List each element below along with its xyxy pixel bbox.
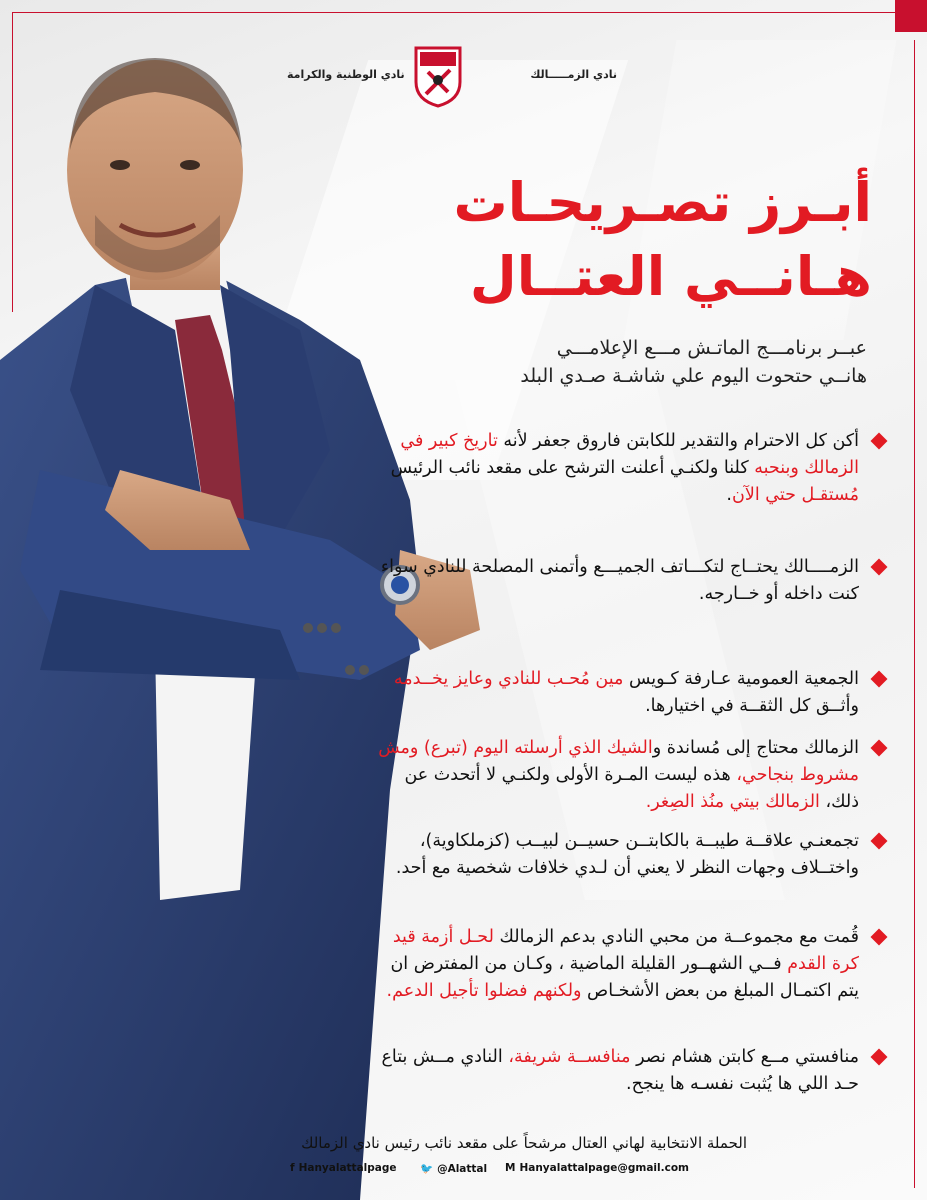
zamalek-crest-icon xyxy=(412,46,464,108)
highlight-text: منافســة شريفة، xyxy=(508,1047,631,1067)
sleeve-button xyxy=(303,623,313,633)
club-motto: نادي الوطنية والكرامة xyxy=(287,68,405,81)
statement-text: أكن كل الاحترام والتقدير للكابتن فاروق جعفر لأنه xyxy=(497,431,859,451)
twitter-link[interactable] xyxy=(420,1162,487,1175)
bullet-diamond-icon xyxy=(871,1049,888,1066)
statement-item xyxy=(367,554,887,608)
twitter-icon: 🐦 xyxy=(420,1163,434,1175)
statement-item xyxy=(367,924,887,1005)
statement-item xyxy=(367,1044,887,1098)
bullet-diamond-icon xyxy=(871,833,888,850)
campaign-footer: الحملة الانتخابية لهاني العتال مرشحاً على مقعد نائب رئيس نادي الزمالك xyxy=(301,1134,747,1152)
facebook-handle: Hanyalattalpage xyxy=(298,1162,397,1174)
statement-text: هذه ليست المـرة الأولى ولكنـي لا أتحدث عن ذلك، xyxy=(404,765,859,812)
red-corner-square xyxy=(895,0,927,32)
statement-item xyxy=(367,428,887,509)
highlight-text: مين مُحـب للنادي وعايز يخــدمه xyxy=(393,669,624,689)
statement-text: فــي الشهــور القليلة الماضية ، وكـان من المفترض ان يتم اكتمـال المبلغ من بعض الأشخـاص xyxy=(390,954,859,1001)
sleeve-button xyxy=(345,665,355,675)
highlight-text: لحـل أزمة قيد كرة القدم xyxy=(392,927,859,974)
facebook-icon: f xyxy=(290,1162,295,1174)
statement-text: قُمت مع مجموعــة من محبي النادي بدعم الزمالك xyxy=(493,927,859,947)
statement-text: الزمالك محتاج إلى مُساندة و xyxy=(652,738,859,758)
facebook-link[interactable] xyxy=(290,1162,397,1174)
highlight-text: ولكنهم فضلوا تأجيل الدعم. xyxy=(386,981,582,1001)
bullet-diamond-icon xyxy=(871,559,888,576)
highlight-text: الشيك الذي أرسلته اليوم (تبرع) ومش مشروط بنجاحي، xyxy=(378,738,859,785)
header-logos xyxy=(287,46,617,108)
subtitle-line-1: عبــر برنامـــج الماتـش مـــع الإعلامـــي xyxy=(556,337,867,359)
social-links xyxy=(290,1162,810,1182)
main-title-line-1: أبـرز تصـريحـات xyxy=(453,171,872,234)
statement-text: الزمــــالك يحتــاج لتكـــاتف الجميـــع وأتمنى المصلحة للنادي سواء كنت داخله أو خــارجه. xyxy=(380,557,859,604)
statement-text: تجمعنـي علاقــة طيبــة بالكابتــن حسيــن لبيــب (كزملكاوية)، واختــلاف وجهات النظر لا يعني أن لـدي خلافات شخصية مع أحد. xyxy=(395,831,859,878)
highlight-text: مُستقـل حتي الآن xyxy=(731,485,859,505)
eye-right xyxy=(180,160,200,170)
club-name: نادي الزمـــــالك xyxy=(530,68,617,81)
statement-text: وأثــق كل الثقــة في اختيارها. xyxy=(645,696,859,716)
red-frame-top xyxy=(12,12,900,13)
email-link[interactable] xyxy=(505,1162,689,1174)
statement-item xyxy=(367,735,887,816)
bullet-diamond-icon xyxy=(871,671,888,688)
email-address: Hanyalattalpage@gmail.com xyxy=(519,1162,689,1174)
highlight-text: الزمالك بيتي منُذ الصِغر. xyxy=(645,792,820,812)
sleeve-button xyxy=(317,623,327,633)
sleeve-button xyxy=(331,623,341,633)
subtitle xyxy=(427,334,867,390)
twitter-handle: @Alattal xyxy=(437,1163,488,1175)
portrait-figure xyxy=(0,30,500,1200)
statement-item xyxy=(367,666,887,720)
bullet-diamond-icon xyxy=(871,740,888,757)
subtitle-line-2: هانــي حتحوت اليوم علي شاشـة صـدي البلد xyxy=(520,365,867,387)
eye-left xyxy=(110,160,130,170)
statement-text: . xyxy=(726,485,732,505)
main-title-line-2: هـانــي العتــال xyxy=(469,245,872,308)
bullet-diamond-icon xyxy=(871,433,888,450)
statement-text: الجمعية العمومية عـارفة كـويس xyxy=(623,669,859,689)
statement-text: منافستي مــع كابتن هشام نصر xyxy=(630,1047,859,1067)
bullet-diamond-icon xyxy=(871,929,888,946)
statement-item xyxy=(367,828,887,882)
statement-text: النادي مــش بتاع حـد اللي ها يُثبت نفسـه ها ينجح. xyxy=(381,1047,859,1094)
email-icon: M xyxy=(505,1162,516,1174)
red-frame-right xyxy=(914,40,915,1188)
highlight-text: تاريخ كبير في الزمالك وبنحبه xyxy=(400,431,859,478)
statement-text: كلنا ولكنـي أعلنت الترشح على مقعد نائب الرئيس xyxy=(390,458,755,478)
